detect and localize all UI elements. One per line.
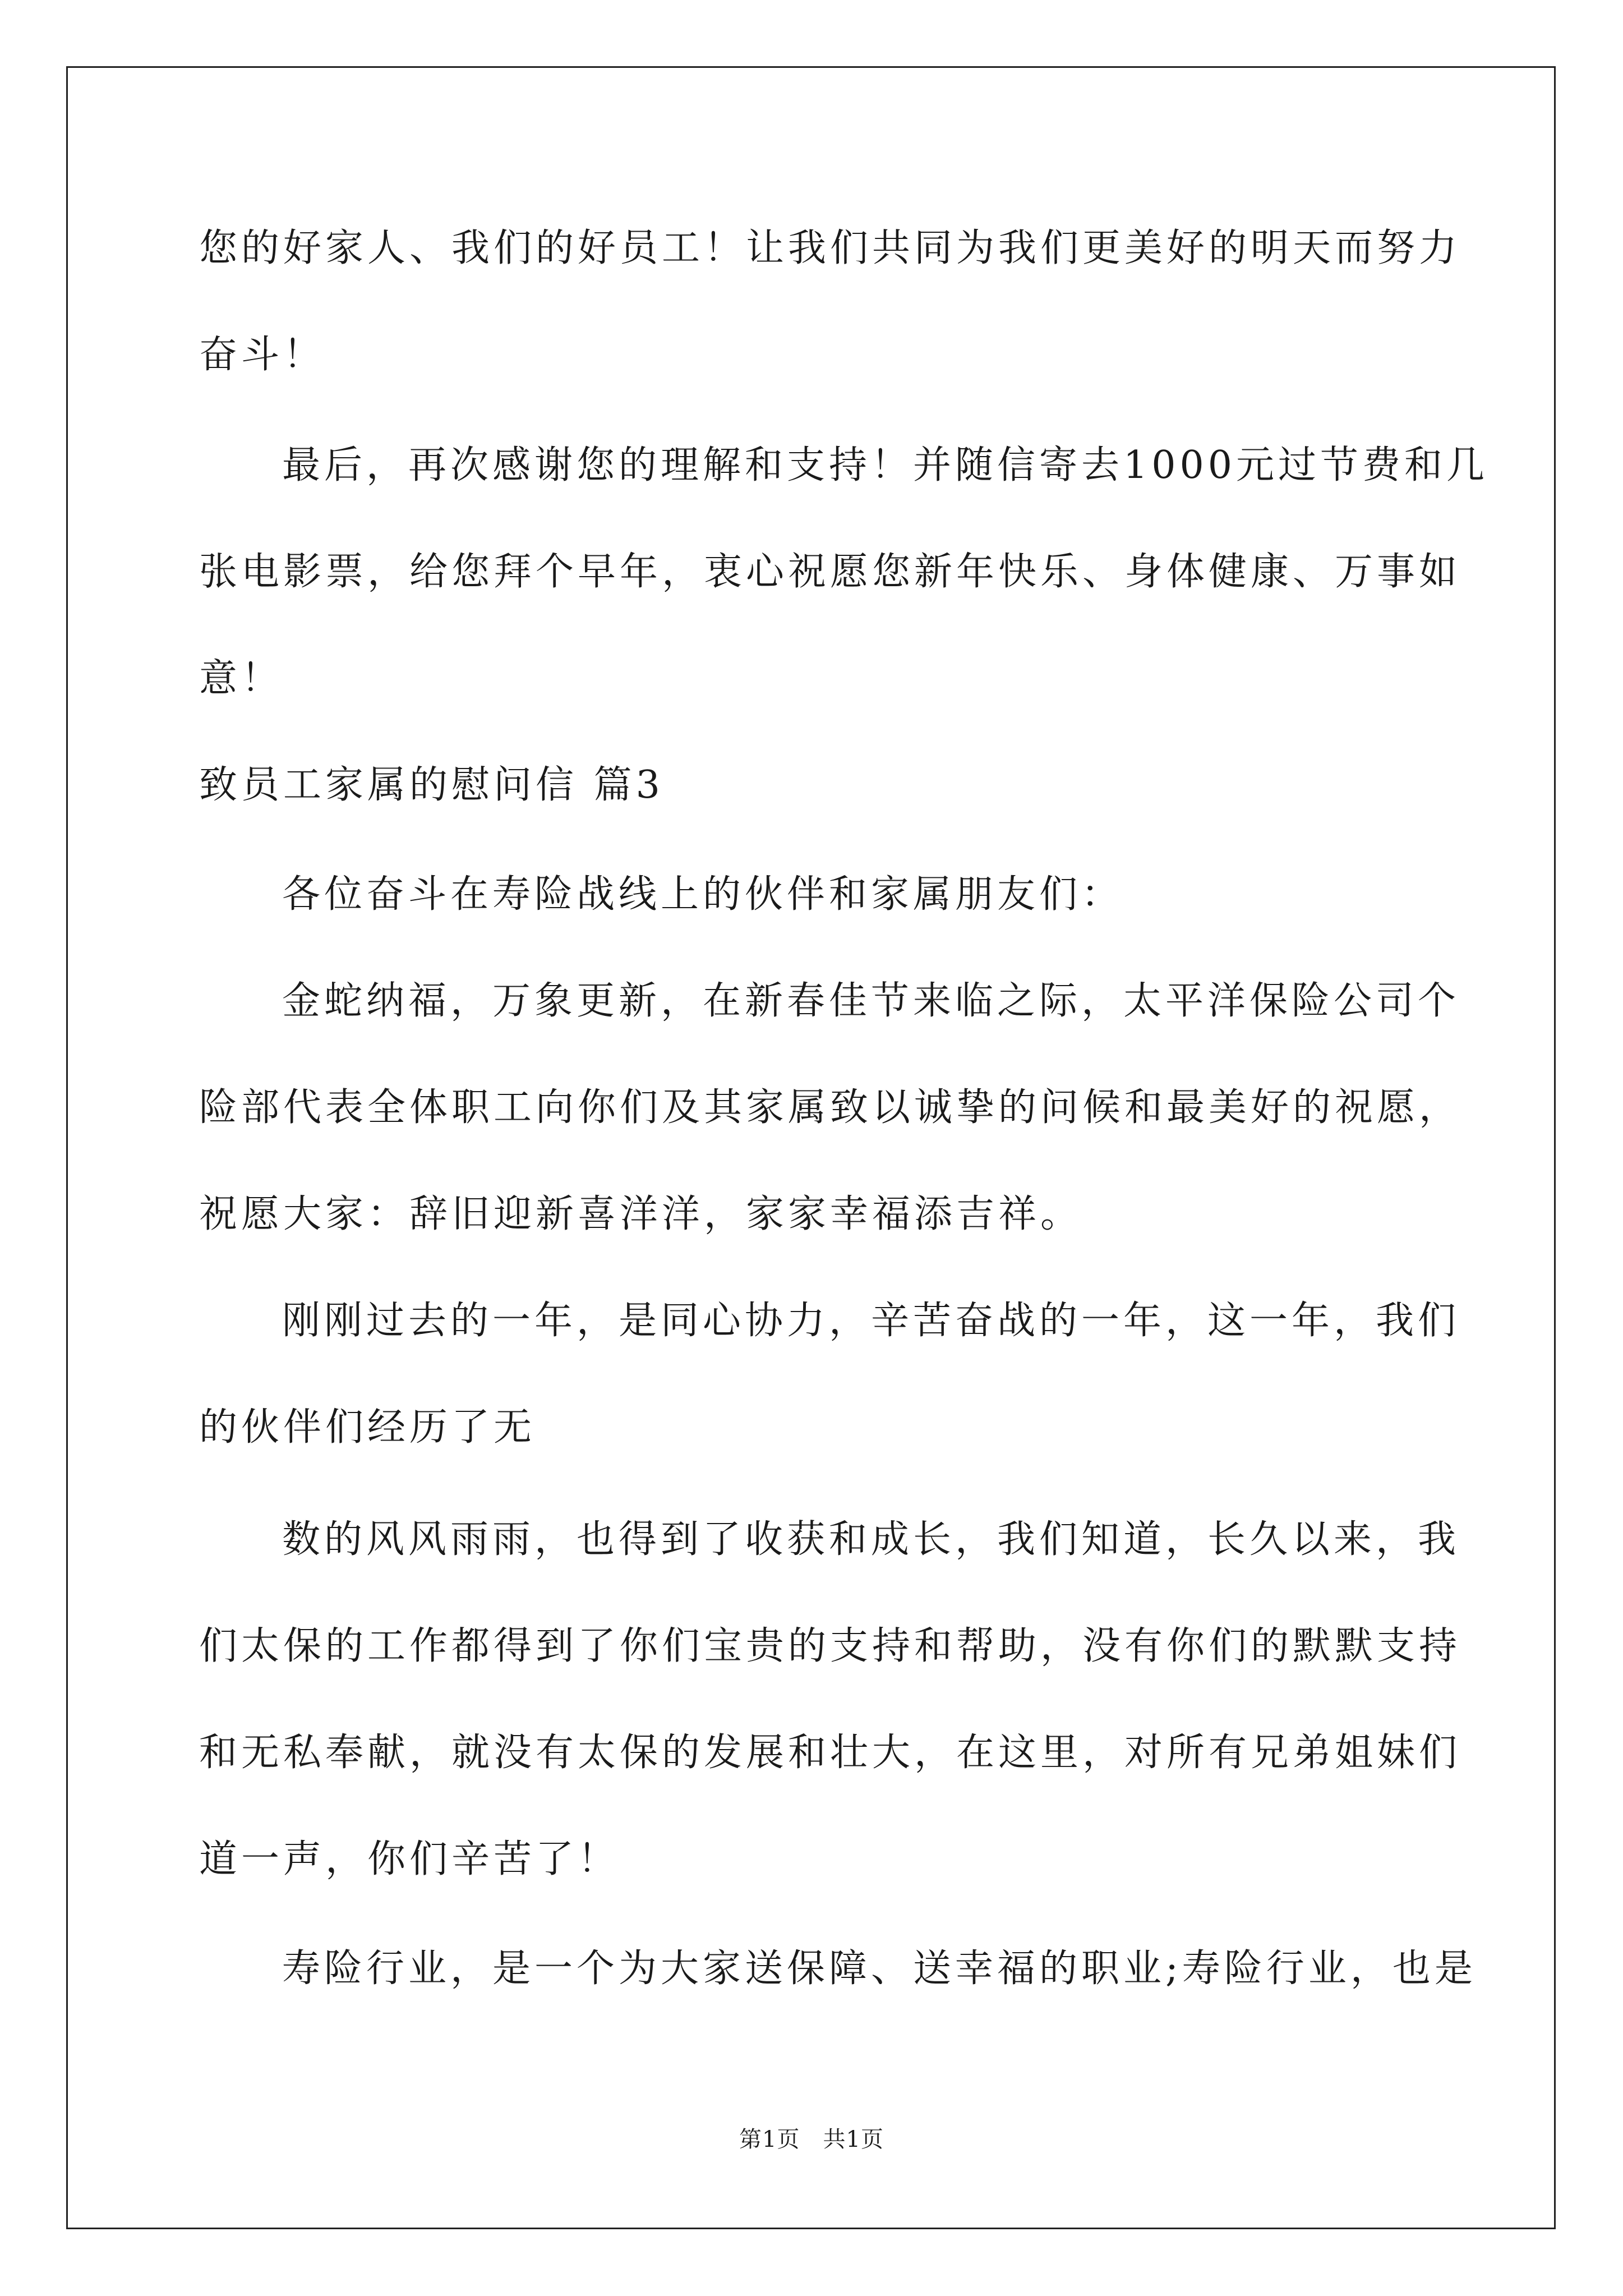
salutation: 各位奋斗在寿险战线上的伙伴和家属朋友们： (282, 872, 1124, 917)
text-line: 道一声，你们辛苦了！ (199, 1837, 620, 1881)
text-line: 险部代表全体职工向你们及其家属致以诚挚的问候和最美好的祝愿， (199, 1085, 1461, 1130)
text-line: 刚刚过去的一年，是同心协力，辛苦奋战的一年，这一年，我们 (282, 1299, 1460, 1343)
page-border (66, 66, 1556, 2229)
page-number: 第1页 共1页 (739, 2127, 884, 2152)
text-line: 奋斗！ (199, 333, 326, 377)
text-line: 意！ (199, 656, 284, 701)
text-line: 祝愿大家：辞旧迎新喜洋洋，家家幸福添吉祥。 (199, 1192, 1083, 1236)
text-line: 金蛇纳福，万象更新，在新春佳节来临之际，太平洋保险公司个 (282, 979, 1460, 1023)
text-line: 和无私奉献，就没有太保的发展和壮大，在这里，对所有兄弟姐妹们 (199, 1731, 1461, 1775)
text-line: 您的好家人、我们的好员工！让我们共同为我们更美好的明天而努力 (199, 226, 1461, 270)
text-line: 张电影票，给您拜个早年，衷心祝愿您新年快乐、身体健康、万事如 (199, 550, 1461, 594)
text-line: 寿险行业，是一个为大家送保障、送幸福的职业;寿险行业，也是 (282, 1947, 1477, 1991)
section-heading: 致员工家属的慰问信 篇3 (199, 763, 664, 807)
text-line: 们太保的工作都得到了你们宝贵的支持和帮助，没有你们的默默支持 (199, 1624, 1461, 1668)
text-line: 的伙伴们经历了无 (199, 1405, 536, 1450)
text-line: 数的风风雨雨，也得到了收获和成长，我们知道，长久以来，我 (282, 1517, 1460, 1562)
text-line: 最后，再次感谢您的理解和支持！并随信寄去1000元过节费和几 (282, 443, 1489, 487)
